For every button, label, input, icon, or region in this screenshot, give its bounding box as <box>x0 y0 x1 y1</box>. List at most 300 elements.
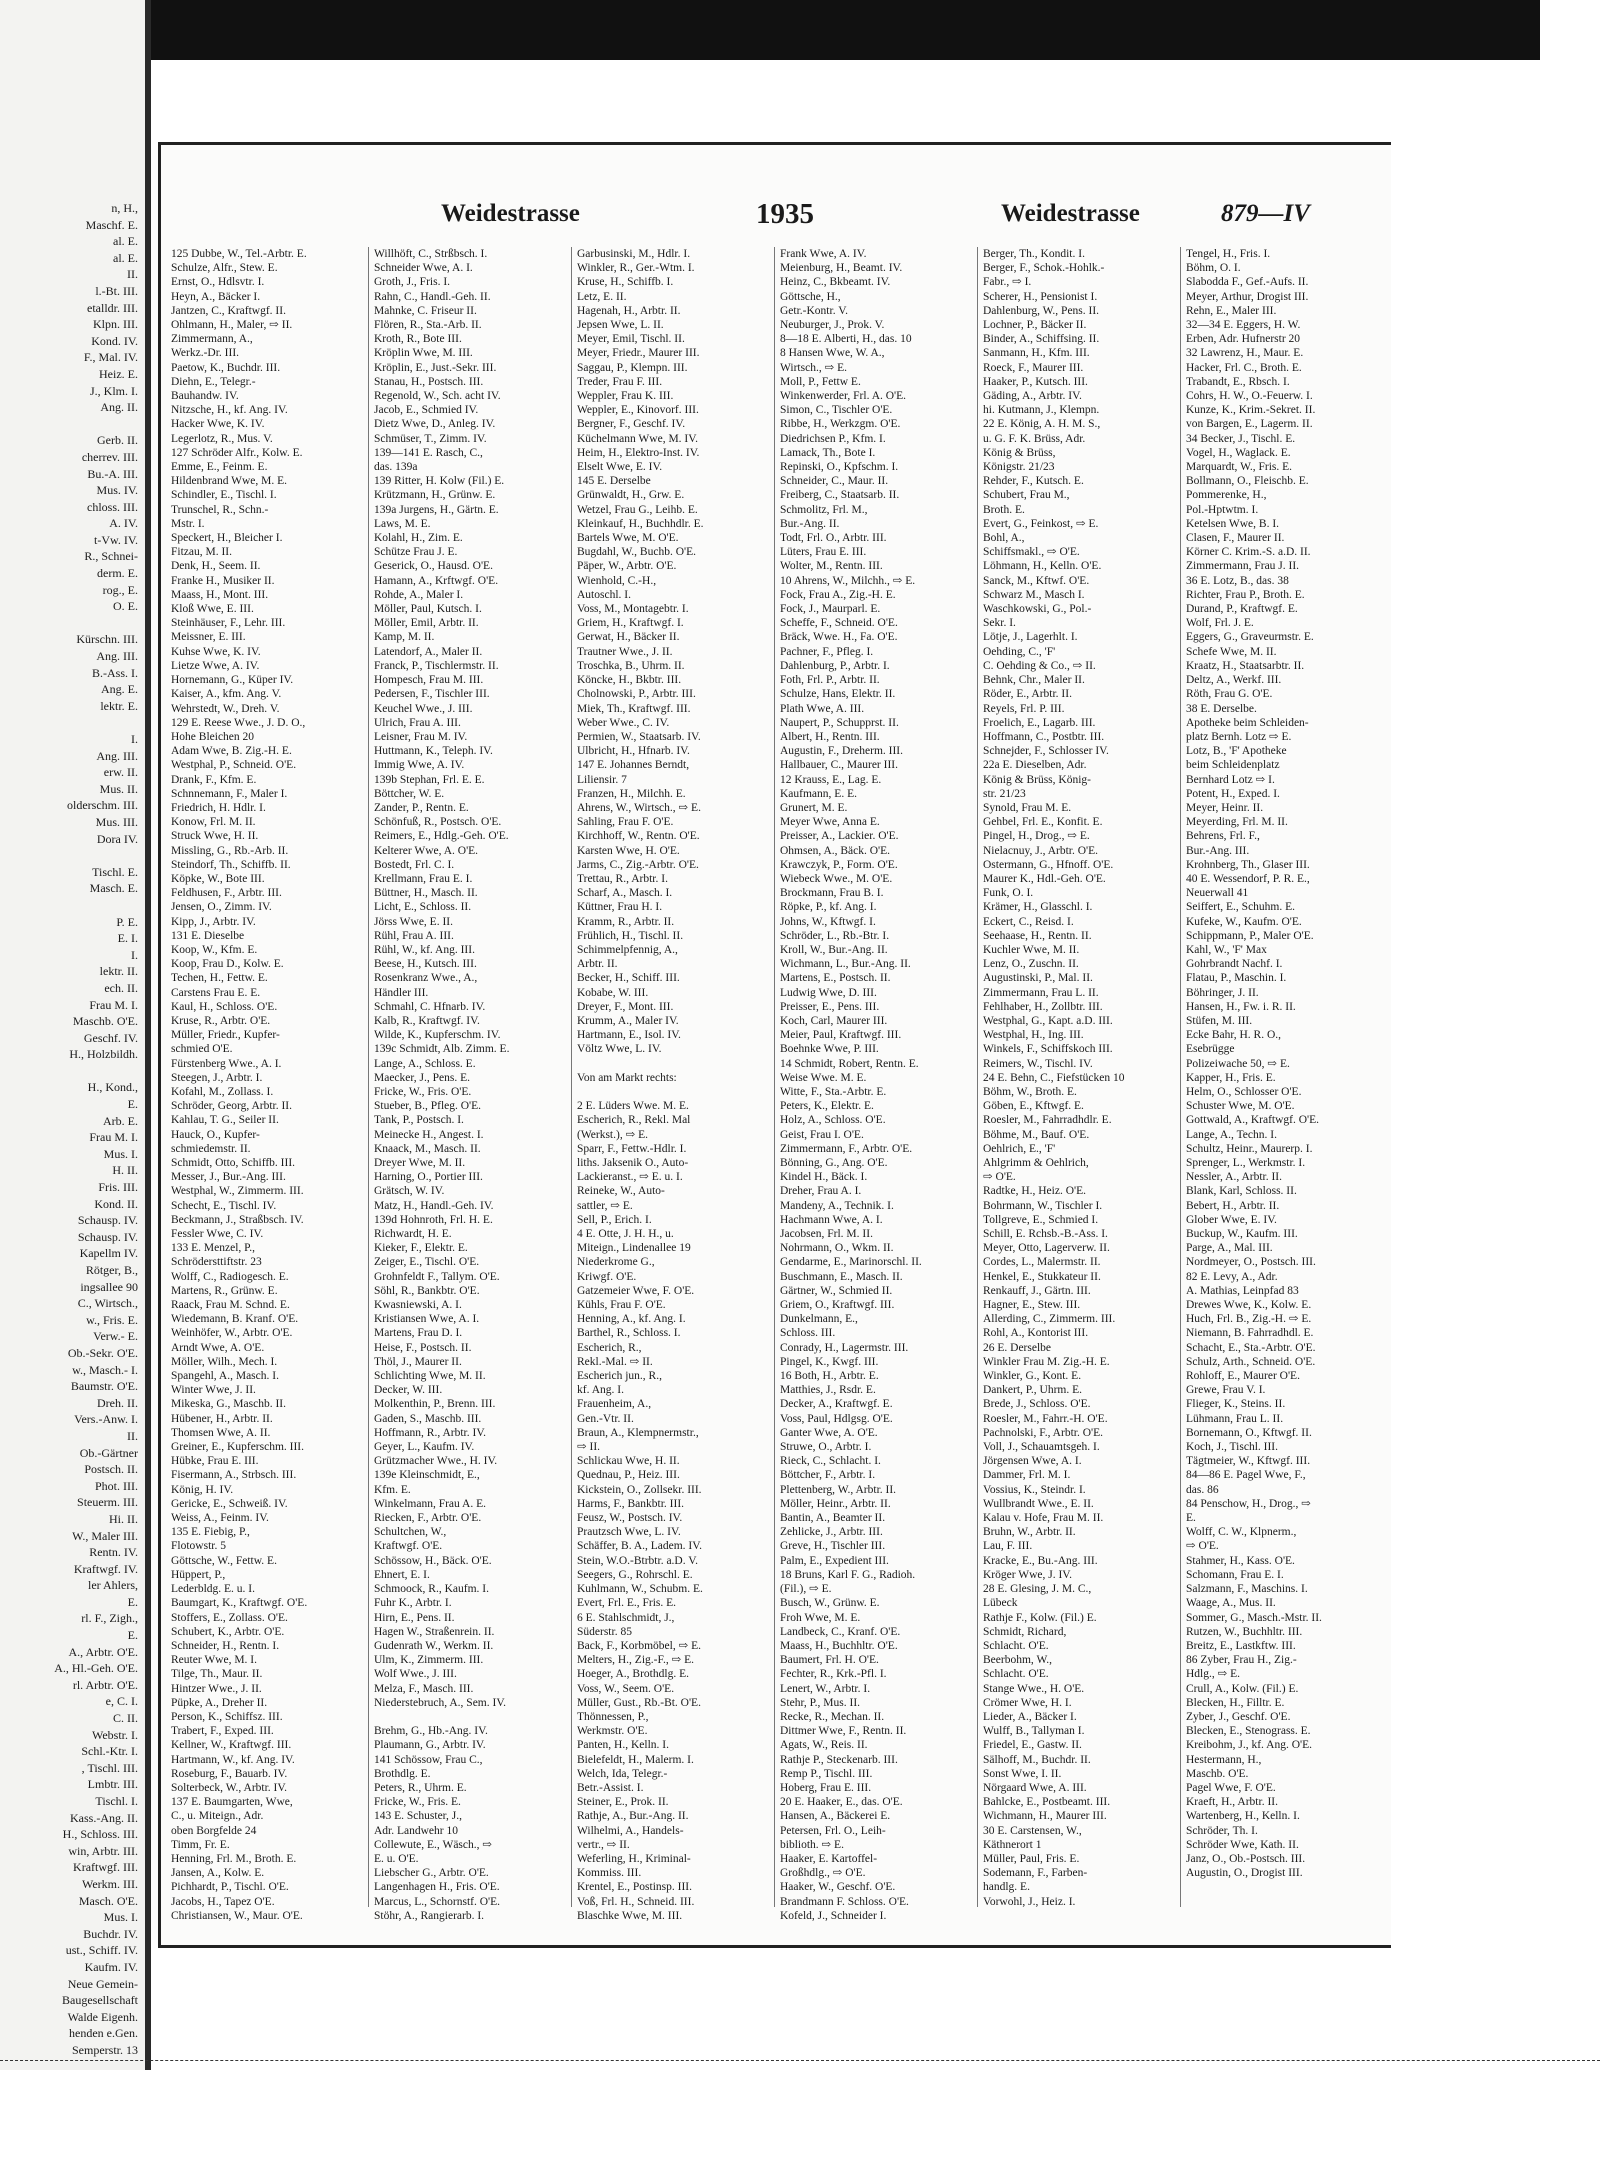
directory-entry: 135 E. Fiebig, P., <box>171 1526 250 1539</box>
directory-entry: 141 Schössow, Frau C., <box>374 1753 483 1766</box>
directory-entry: Köncke, H., Bkbtr. III. <box>577 674 682 687</box>
directory-entry: Remp P., Tischl. III. <box>780 1767 873 1780</box>
directory-entry: Kobabe, W. III. <box>577 986 649 999</box>
directory-entry: Barthel, R., Schloss. I. <box>577 1327 681 1340</box>
directory-entry: Keuchel Wwe., J. III. <box>374 702 473 715</box>
directory-entry: Hacker Wwe, K. IV. <box>171 418 265 431</box>
directory-entry: Kellner, W., Kraftwgf. III. <box>171 1739 292 1752</box>
facing-page-line: Baugesellschaft <box>62 1993 138 2008</box>
directory-entry: 147 E. Johannes Berndt, <box>577 759 690 772</box>
directory-entry: Voll, J., Schauamtsgeh. I. <box>983 1441 1100 1454</box>
directory-entry: Westphal, G., Kapt. a.D. III. <box>983 1014 1113 1027</box>
directory-entry: Holz, A., Schloss. O'E. <box>780 1114 886 1127</box>
directory-entry: Gohrbrandt Nachf. I. <box>1186 958 1283 971</box>
directory-entry: 82 E. Levy, A., Adr. <box>1186 1270 1278 1283</box>
directory-entry: Bahlcke, E., Postbeamt. III. <box>983 1796 1111 1809</box>
facing-page-line: Schausp. IV. <box>77 1229 138 1244</box>
directory-entry: Apotheke beim Schleiden- <box>1186 716 1309 729</box>
directory-entry: Kruse, R., Arbtr. O'E. <box>171 1014 271 1027</box>
directory-entry: Jarms, C., Zig.-Arbtr. O'E. <box>577 858 699 871</box>
directory-entry: Wienhold, C.-H., <box>577 574 657 587</box>
directory-entry: Franke H., Musiker II. <box>171 574 275 587</box>
directory-entry: Schecht, E., Tischl. IV. <box>171 1199 277 1212</box>
directory-entry: Slabodda F., Gef.-Aufs. II. <box>1186 276 1309 289</box>
directory-entry: Ehnert, E. I. <box>374 1568 430 1581</box>
directory-entry: Hoffmann, R., Arbtr. IV. <box>374 1426 487 1439</box>
directory-entry: Böhm, O. I. <box>1186 262 1241 275</box>
directory-entry: Nordmeyer, O., Postsch. III. <box>1186 1256 1316 1269</box>
directory-entry: Fürstenberg Wwe., A. I. <box>171 1057 282 1070</box>
directory-entry: Hansen, A., Bäckerei E. <box>780 1810 891 1823</box>
facing-page-line: olderschm. III. <box>67 798 138 813</box>
directory-entry: Müller, Gust., Rb.-Bt. O'E. <box>577 1696 701 1709</box>
directory-entry: Krützmann, H., Grünw. E. <box>374 489 496 502</box>
directory-entry: Kofeld, J., Schneider I. <box>780 1909 887 1922</box>
directory-entry: Gärtner, W., Schmied II. <box>780 1284 893 1297</box>
directory-entry: Kommiss. III. <box>577 1867 642 1880</box>
directory-entry: Hoffmann, C., Postbtr. III. <box>983 730 1105 743</box>
directory-entry: 2 E. Lüders Wwe. M. E. <box>577 1100 689 1113</box>
directory-entry: Hartmann, E., Isol. IV. <box>577 1029 681 1042</box>
directory-entry: ⇨ O'E. <box>1186 1540 1219 1553</box>
directory-entry: Hansen, H., Fw. i. R. II. <box>1186 1000 1296 1013</box>
directory-entry: Schlacht. O'E. <box>983 1668 1049 1681</box>
directory-entry: Funk, O. I. <box>983 887 1034 900</box>
directory-column-6 <box>1186 247 1378 1907</box>
directory-entry: Händler III. <box>374 986 429 999</box>
directory-entry: Erben, Adr. Hufnerstr 20 <box>1186 333 1301 346</box>
directory-entry: Mandeny, A., Technik. I. <box>780 1199 894 1212</box>
directory-entry: Elselt Wwe, E. IV. <box>577 461 663 474</box>
directory-entry: Baumert, Frl. H. O'E. <box>780 1654 879 1667</box>
directory-entry: Helm, O., Schlosser O'E. <box>1186 1085 1302 1098</box>
directory-entry: Seegers, G., Rohrschl. E. <box>577 1568 693 1581</box>
directory-entry: Hildenbrand Wwe, M. E. <box>171 475 288 488</box>
directory-entry: Nitzsche, H., kf. Ang. IV. <box>171 404 288 417</box>
directory-entry: 20 E. Haaker, E., das. O'E. <box>780 1796 903 1809</box>
directory-entry: Maass, H., Buchhltr. O'E. <box>780 1639 898 1652</box>
directory-entry: 131 E. Dieselbe <box>171 929 245 942</box>
directory-entry: Person, K., Schiffsz. III. <box>171 1710 283 1723</box>
directory-entry: Vossius, K., Steindr. I. <box>983 1483 1086 1496</box>
facing-page-line: H., Schloss. III. <box>62 1827 138 1842</box>
directory-entry: Gudenrath W., Werkm. II. <box>374 1639 494 1652</box>
directory-entry: Latendorf, A., Maler II. <box>374 645 483 658</box>
directory-entry: Königstr. 21/23 <box>983 461 1055 474</box>
directory-entry: Schwarz M., Masch I. <box>983 588 1085 601</box>
directory-entry: Kirchhoff, W., Rentn. O'E. <box>577 830 700 843</box>
directory-entry: Tollgreve, E., Schmied I. <box>983 1213 1099 1226</box>
facing-page-line <box>0 847 138 864</box>
directory-entry: 36 E. Lotz, B., das. 38 <box>1186 574 1289 587</box>
directory-entry: Esebrügge <box>1186 1043 1235 1056</box>
directory-entry: Prautzsch Wwe, L. IV. <box>577 1526 681 1539</box>
directory-entry: Stueber, B., Pfleg. O'E. <box>374 1100 482 1113</box>
directory-entry: Hamann, A., Krftwgf. O'E. <box>374 574 499 587</box>
directory-entry: Gen.-Vtr. II. <box>577 1412 634 1425</box>
directory-entry: schmiedemstr. II. <box>171 1142 251 1155</box>
directory-entry: Foth, Frl. P., Arbtr. II. <box>780 674 880 687</box>
directory-entry: Pichhardt, P., Tischl. O'E. <box>171 1881 289 1894</box>
directory-page <box>158 142 1391 1948</box>
directory-entry: Bornemann, O., Kftwgf. II. <box>1186 1426 1312 1439</box>
directory-entry: Kraeft, H., Arbtr. II. <box>1186 1796 1278 1809</box>
directory-entry: Zander, P., Rentn. E. <box>374 801 469 814</box>
directory-entry: 4 E. Otte, J. H. H., u. <box>577 1228 674 1241</box>
directory-entry: Carstens Frau E. E. <box>171 986 261 999</box>
directory-entry: Frank Wwe, A. IV. <box>780 248 867 260</box>
directory-entry: Kolahl, H., Zim. E. <box>374 532 463 545</box>
facing-page-line: Masch. E. <box>89 881 138 896</box>
directory-entry: Agats, W., Reis. II. <box>780 1739 868 1752</box>
directory-entry: Mahnke, C. Friseur II. <box>374 304 477 317</box>
facing-page-line: Kond. IV. <box>91 333 138 348</box>
directory-entry: Kaiser, A., kfm. Ang. V. <box>171 688 282 701</box>
directory-entry: Lötje, J., Lagerhlt. I. <box>983 631 1078 644</box>
directory-entry: Koop, W., Kfm. E. <box>171 943 258 956</box>
directory-entry: Grewe, Frau V. I. <box>1186 1384 1266 1397</box>
directory-entry: ⇨ II. <box>577 1441 601 1454</box>
facing-page-line: Hi. II. <box>109 1511 138 1526</box>
directory-entry: Schröder, Georg, Arbtr. II. <box>171 1100 293 1113</box>
directory-entry: Meyer, Arthur, Drogist III. <box>1186 290 1309 303</box>
directory-entry: Johns, W., Kftwgf. I. <box>780 915 876 928</box>
facing-page-line: Klpn. III. <box>93 317 138 332</box>
directory-entry: 139e Kleinschmidt, E., <box>374 1469 480 1482</box>
directory-entry: Reimers, E., Hdlg.-Geh. O'E. <box>374 830 509 843</box>
facing-page-line: Kürschn. III. <box>76 632 138 647</box>
directory-entry: Sälhoff, M., Buchdr. II. <box>983 1753 1091 1766</box>
directory-entry: Knaack, M., Masch. II. <box>374 1142 481 1155</box>
facing-page-line: l.-Bt. III. <box>95 283 138 298</box>
directory-entry: Kapper, H., Fris. E. <box>1186 1071 1276 1084</box>
directory-entry: Völtz Wwe, L. IV. <box>577 1043 662 1056</box>
directory-entry <box>577 1085 769 1099</box>
directory-entry: Gerwat, H., Bäcker II. <box>577 631 680 644</box>
directory-entry: Roseburg, F., Bauarb. IV. <box>171 1767 288 1780</box>
directory-entry: Augustin, F., Dreherm. III. <box>780 745 904 758</box>
directory-entry: 24 E. Behn, C., Fiefstücken 10 <box>983 1071 1125 1084</box>
directory-entry: 139—141 E. Rasch, C., <box>374 446 483 459</box>
directory-entry: Beckmann, J., Straßbsch. IV. <box>171 1213 304 1226</box>
facing-page-line: Kraftwgf. IV. <box>73 1561 138 1576</box>
directory-entry: Riecken, F., Arbtr. O'E. <box>374 1512 482 1525</box>
directory-entry: Petersen, Frl. O., Leih- <box>780 1824 886 1837</box>
directory-entry: Göttsche, W., Fettw. E. <box>171 1554 277 1567</box>
directory-entry: 16 Both, H., Arbtr. E. <box>780 1370 879 1383</box>
directory-entry: Zimmermann, Frau J. II. <box>1186 560 1300 573</box>
directory-entry: Wichmann, L., Bur.-Ang. II. <box>780 958 911 971</box>
directory-entry: Steegen, J., Arbtr. I. <box>171 1071 263 1084</box>
directory-entry: Witte, F., Sta.-Arbtr. E. <box>780 1085 887 1098</box>
facing-page-line: Schl.-Ktr. I. <box>81 1744 138 1759</box>
directory-entry: Jacobsen, Frl. M. II. <box>780 1228 873 1241</box>
directory-entry: Greve, H., Tischler III. <box>780 1540 886 1553</box>
directory-entry: Grohnfeldt F., Tallym. O'E. <box>374 1270 500 1283</box>
directory-entry: Westphal, H., Ing. III. <box>983 1029 1084 1042</box>
directory-entry: 8 Hansen Wwe, W. A., <box>780 347 885 360</box>
directory-entry: Franck, P., Tischlermstr. II. <box>374 659 499 672</box>
directory-entry: Schröder, Th. I. <box>1186 1824 1258 1837</box>
directory-entry: Ernst, O., Hdlsvtr. I. <box>171 276 265 289</box>
directory-entry: Clasen, F., Maurer II. <box>1186 532 1285 545</box>
directory-entry: Jörgensen Wwe, A. I. <box>983 1455 1082 1468</box>
directory-entry: Sanck, M., Kftwf. O'E. <box>983 574 1090 587</box>
directory-entry: Schultz, Heinr., Maurerp. I. <box>1186 1142 1313 1155</box>
directory-entry: Söhl, R., Bankbtr. O'E. <box>374 1284 480 1297</box>
directory-entry: Crull, A., Kolw. (Fil.) E. <box>1186 1682 1299 1695</box>
directory-entry: Marquardt, W., Fris. E. <box>1186 461 1293 474</box>
directory-entry: Gaden, S., Maschb. III. <box>374 1412 482 1425</box>
directory-entry: Hohe Bleichen 20 <box>171 730 255 743</box>
directory-entry: 84 Penschow, H., Drog., ⇨ <box>1186 1497 1311 1510</box>
directory-entry: Wiedemann, B. Kranf. O'E. <box>171 1313 299 1326</box>
directory-entry: Hoeger, A., Brothdlg. E. <box>577 1668 689 1681</box>
directory-entry: Dunkelmann, E., <box>780 1313 858 1326</box>
directory-entry: Käthnerort 1 <box>983 1838 1042 1851</box>
directory-entry: Scherer, H., Pensionist I. <box>983 290 1098 303</box>
facing-page-line: W., Maler III. <box>72 1528 138 1543</box>
directory-entry: Kristiansen Wwe, A. I. <box>374 1313 480 1326</box>
directory-entry: Hübke, Frau E. III. <box>171 1455 259 1468</box>
directory-entry: 139b Stephan, Frl. E. E. <box>374 773 485 786</box>
directory-entry: Schubert, K., Arbtr. O'E. <box>171 1625 285 1638</box>
directory-entry: Jörss Wwe, E. II. <box>374 915 453 928</box>
directory-entry: Saggau, P., Klempn. III. <box>577 361 688 374</box>
directory-entry: Krellmann, Frau E. I. <box>374 872 473 885</box>
directory-entry: Schmüser, T., Zimm. IV. <box>374 432 487 445</box>
directory-entry: Blaschke Wwe, M. III. <box>577 1909 683 1922</box>
directory-entry: Betr.-Assist. I. <box>577 1781 644 1794</box>
directory-entry: Kröger Wwe, J. IV. <box>983 1568 1073 1581</box>
directory-entry: Schütze Frau J. E. <box>374 546 458 559</box>
directory-entry: Voß, Frl. H., Schneid. III. <box>577 1895 695 1908</box>
facing-page-line: derm. E. <box>97 566 138 581</box>
directory-entry: Messer, J., Bur.-Ang. III. <box>171 1171 286 1184</box>
directory-entry: Plath Wwe, A. III. <box>780 702 865 715</box>
facing-page-line: Mus. IV. <box>96 483 138 498</box>
directory-entry: Meyer Wwe, Anna E. <box>780 816 880 829</box>
directory-entry: Westphal, W., Zimmerm. III. <box>171 1185 304 1198</box>
directory-entry: Wullbrandt Wwe., E. II. <box>983 1497 1094 1510</box>
facing-page-line: Dora IV. <box>96 831 138 846</box>
directory-entry: 22a E. Dieselben, Adr. <box>983 759 1087 772</box>
directory-entry: Schmahl, C. Hfnarb. IV. <box>374 1000 486 1013</box>
directory-entry: Recke, R., Mechan. II. <box>780 1710 885 1723</box>
directory-entry: Pedersen, F., Tischler III. <box>374 688 490 701</box>
directory-entry: Jacobs, H., Tapez O'E. <box>171 1895 275 1908</box>
directory-entry: Trabert, F., Exped. III. <box>171 1725 274 1738</box>
directory-entry: Breitz, E., Lastkftw. III. <box>1186 1639 1296 1652</box>
directory-entry: Berger, Th., Kondit. I. <box>983 248 1085 260</box>
directory-entry: Miteign., Lindenallee 19 <box>577 1242 691 1255</box>
directory-entry: Geyer, L., Kaufm. IV. <box>374 1441 475 1454</box>
directory-entry: Adam Wwe, B. Zig.-H. E. <box>171 745 292 758</box>
facing-page-line: Lmbtr. III. <box>87 1777 138 1792</box>
directory-entry: Maecker, J., Pens. E. <box>374 1071 470 1084</box>
directory-entry: Blecken, H., Filltr. E. <box>1186 1696 1285 1709</box>
directory-entry: Hachmann Wwe, A. I. <box>780 1213 883 1226</box>
directory-entry: ⇨ O'E. <box>983 1171 1016 1184</box>
directory-entry: Schultchen, W., <box>374 1526 447 1539</box>
directory-entry: Bollmann, O., Fleischb. E. <box>1186 475 1309 488</box>
directory-entry: Maass, H., Mont. III. <box>171 588 269 601</box>
directory-entry: Küchelmann Wwe, M. IV. <box>577 432 698 445</box>
directory-entry: Schulz, Arth., Schneid. O'E. <box>1186 1355 1316 1368</box>
directory-entry: Decker, A., Kraftwgf. E. <box>780 1398 893 1411</box>
directory-entry: Winkler, R., Ger.-Wtm. I. <box>577 262 695 275</box>
top-fold-shadow <box>100 0 1540 60</box>
directory-entry: Langenhagen H., Fris. O'E. <box>374 1881 500 1894</box>
directory-entry: Emme, E., Feinm. E. <box>171 461 268 474</box>
directory-entry: C., u. Miteign., Adr. <box>171 1810 264 1823</box>
directory-entry: Groth, J., Fris. I. <box>374 276 451 289</box>
facing-page-line: Postsch. II. <box>84 1462 138 1477</box>
directory-entry: Durand, P., Kraftwgf. E. <box>1186 603 1298 616</box>
directory-entry: Zimmermann, A., <box>171 333 253 346</box>
facing-page-line: H., Kond., <box>87 1080 138 1095</box>
directory-entry: Lenert, W., Arbtr. I. <box>780 1682 871 1695</box>
directory-entry: Kaul, H., Schloss. O'E. <box>171 1000 278 1013</box>
directory-entry: Kalb, R., Kraftwgf. IV. <box>374 1014 480 1027</box>
directory-entry: 139a Jurgens, H., Gärtn. E. <box>374 503 499 516</box>
directory-entry: Crömer Wwe, H. I. <box>983 1696 1072 1709</box>
column-divider <box>977 247 978 1907</box>
directory-entry: Waage, A., Mus. II. <box>1186 1597 1276 1610</box>
directory-entry: Wilhelmi, A., Handels- <box>577 1824 684 1837</box>
directory-entry: 127 Schröder Alfr., Kolw. E. <box>171 446 303 459</box>
facing-page-line: w., Fris. E. <box>86 1312 138 1327</box>
facing-page-line <box>0 416 138 433</box>
directory-entry: Scheffe, F., Schneid. O'E. <box>780 617 898 630</box>
directory-entry: Fisermann, A., Strbsch. III. <box>171 1469 297 1482</box>
directory-entry: Böhm, W., Broth. E. <box>983 1085 1077 1098</box>
directory-entry: Schiffsmakl., ⇨ O'E. <box>983 546 1080 559</box>
directory-entry: Möller, Wilh., Mech. I. <box>171 1355 278 1368</box>
directory-entry: 145 E. Derselbe <box>577 475 651 488</box>
directory-entry: Stöhr, A., Rangierarb. I. <box>374 1909 485 1922</box>
directory-entry: Janz, O., Ob.-Postsch. III. <box>1186 1852 1306 1865</box>
directory-entry: Rehder, F., Kutsch. E. <box>983 475 1084 488</box>
facing-page-line: R., Schnei- <box>84 549 138 564</box>
directory-entry: Fechter, R., Krk.-Pfl. I. <box>780 1668 887 1681</box>
directory-entry: Von am Markt rechts: <box>577 1071 677 1084</box>
directory-entry: Wolter, M., Rentn. III. <box>780 560 883 573</box>
directory-entry: Henkel, E., Stukkateur II. <box>983 1270 1101 1283</box>
directory-entry: Kühls, Frau F. O'E. <box>577 1299 666 1312</box>
facing-page-line: Gerb. II. <box>97 433 138 448</box>
directory-entry: Cohrs, H. W., O.-Feuerw. I. <box>1186 390 1313 403</box>
directory-entry: Preisser, E., Pens. III. <box>780 1000 880 1013</box>
facing-page-line: win, Arbtr. III. <box>68 1843 138 1858</box>
directory-entry: Bönning, G., Ang. O'E. <box>780 1157 888 1169</box>
directory-entry: Rohde, A., Maler I. <box>374 588 464 601</box>
directory-entry: Neuerwall 41 <box>1186 887 1249 900</box>
directory-entry: Renkauff, J., Gärtn. III. <box>983 1284 1091 1297</box>
directory-entry: Oehding, C., 'F' <box>983 645 1056 658</box>
directory-entry: 133 E. Menzel, P., <box>171 1242 256 1255</box>
directory-entry: von Bargen, E., Lagerm. II. <box>1186 418 1313 431</box>
directory-entry: Spangehl, A., Masch. I. <box>171 1370 279 1383</box>
directory-entry: Henning, A., kf. Ang. I. <box>577 1313 686 1326</box>
directory-entry: Schimmelpfennig, A., <box>577 943 678 956</box>
facing-page-line: ust., Schiff. IV. <box>65 1943 138 1958</box>
directory-entry: Dammer, Frl. M. I. <box>983 1469 1071 1482</box>
facing-page-line: Semperstr. 13 <box>72 2042 138 2057</box>
directory-entry: Rathje, A., Bur.-Ang. II. <box>577 1810 689 1823</box>
directory-entry: Bebert, H., Arbtr. II. <box>1186 1199 1280 1212</box>
directory-entry: Conrady, H., Lagermstr. III. <box>780 1341 909 1354</box>
directory-entry: Gatzemeier Wwe, F. O'E. <box>577 1284 695 1297</box>
facing-page-line: Tischl. I. <box>95 1794 138 1808</box>
directory-entry: Werkz.-Dr. III. <box>171 347 240 360</box>
directory-entry: Brothdlg. E. <box>374 1767 431 1780</box>
directory-entry: Müller, Friedr., Kupfer- <box>171 1029 280 1042</box>
directory-entry: Hornemann, G., Küper IV. <box>171 674 294 687</box>
facing-page-line: Schausp. IV. <box>77 1213 138 1228</box>
facing-page-line: n, H., <box>111 201 138 215</box>
facing-page-line: ech. II. <box>104 980 138 995</box>
directory-entry: Kröplin, E., Just.-Sekr. III. <box>374 361 497 374</box>
directory-entry: Martens, Frau D. I. <box>374 1327 463 1340</box>
directory-entry: Albert, H., Rentn. III. <box>780 730 880 743</box>
facing-page-line: Dreh. II. <box>97 1395 138 1410</box>
directory-entry: Lietze Wwe, A. IV. <box>171 659 260 672</box>
directory-entry: str. 21/23 <box>983 787 1026 800</box>
directory-entry: Voss, Paul, Hdlgsg. O'E. <box>780 1412 893 1425</box>
directory-entry: Christiansen, W., Maur. O'E. <box>171 1909 303 1922</box>
directory-entry: Evert, G., Feinkost, ⇨ E. <box>983 517 1099 530</box>
directory-entry: Maschb. O'E. <box>1186 1767 1249 1780</box>
directory-entry: Kuchler Wwe, M. II. <box>983 943 1080 956</box>
directory-entry: Grützmacher Wwe., H. IV. <box>374 1455 498 1468</box>
facing-page-line: Rötger, B., <box>85 1263 138 1277</box>
directory-entry: Brehm, G., Hb.-Ang. IV. <box>374 1725 488 1738</box>
facing-page-line <box>0 615 138 632</box>
directory-entry: Rathje P., Steckenarb. III. <box>780 1753 898 1766</box>
directory-entry: 137 E. Baumgarten, Wwe, <box>171 1796 293 1809</box>
directory-entry: Hartmann, W., kf. Ang. IV. <box>171 1753 295 1766</box>
directory-entry: Escherich jun., R., <box>577 1370 662 1383</box>
directory-entry: Trettau, R., Arbtr. I. <box>577 872 668 885</box>
directory-entry: Meinecke H., Angest. I. <box>374 1128 484 1141</box>
directory-entry: Wehrstedt, W., Dreh. V. <box>171 702 280 715</box>
directory-entry: Schlickau Wwe, H. II. <box>577 1455 680 1468</box>
directory-entry: u. G. F. K. Brüss, Adr. <box>983 432 1086 445</box>
facing-page-line: Ang. E. <box>101 682 138 697</box>
directory-entry: Reimers, W., Tischl. IV. <box>983 1057 1093 1070</box>
facing-page-line: Werkm. III. <box>81 1876 138 1891</box>
directory-entry: Lochner, P., Bäcker II. <box>983 319 1087 332</box>
directory-entry: Drewes Wwe, K., Kolw. E. <box>1186 1299 1312 1312</box>
directory-entry: Schefe Wwe, M. II. <box>1186 645 1277 658</box>
directory-entry: Bräck, Wwe. H., Fa. O'E. <box>780 631 898 644</box>
facing-page-line: E. <box>127 1628 138 1643</box>
directory-entry: 28 E. Glesing, J. M. C., <box>983 1583 1092 1596</box>
directory-entry: Meyerding, Frl. M. II. <box>1186 816 1288 829</box>
directory-entry: Licht, E., Schloss. II. <box>374 901 472 914</box>
directory-entry: Schneider Wwe, A. I. <box>374 262 473 275</box>
directory-entry: Ulbricht, H., Hfnarb. IV. <box>577 745 690 758</box>
facing-page-line: Steuerm. III. <box>77 1495 138 1510</box>
directory-entry: Winkler Frau M. Zig.-H. E. <box>983 1355 1110 1368</box>
directory-entry: Thöl, J., Maurer II. <box>374 1355 462 1368</box>
directory-entry: Schneider, H., Rentn. I. <box>171 1639 280 1652</box>
directory-entry: Solterbeck, W., Arbtr. IV. <box>171 1781 288 1794</box>
directory-entry: Berger, F., Schok.-Hohlk.- <box>983 262 1105 275</box>
facing-page-line: rog., E. <box>102 582 138 597</box>
directory-column-5 <box>983 247 1175 1907</box>
